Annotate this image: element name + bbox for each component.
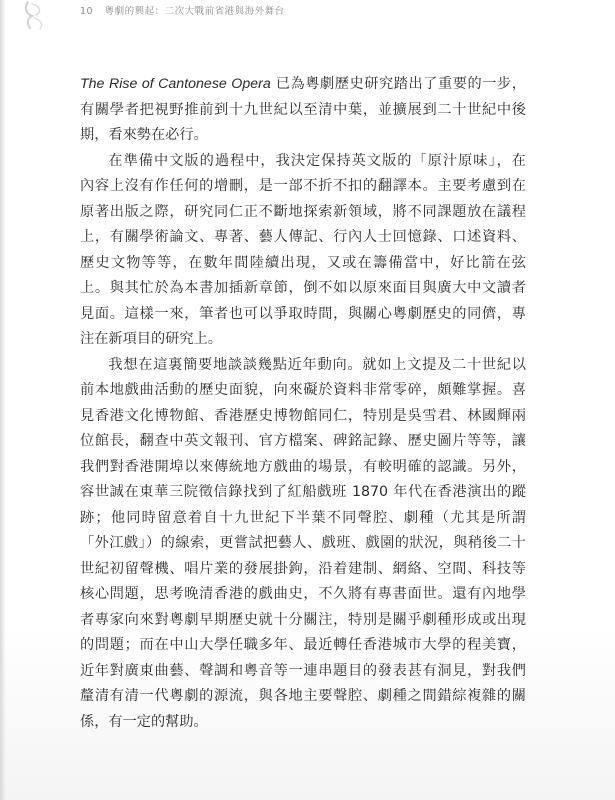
line-text: 的問題；而在中山大學任職多年、最近轉任香港城市大學的程美寶， — [80, 637, 526, 653]
line-text: 期，看來勢在必行。 — [80, 127, 208, 143]
line-text: 內容上沒有作任何的增刪，是一部不折不扣的翻譯本。主要考慮到在 — [80, 178, 526, 194]
line-text: 位館長，翻查中英文報刊、官方檔案、碑銘記錄、歷史圖片等等，讓 — [80, 433, 526, 449]
line-text: 歷史文物等等，在數年間陸續出現，又或在籌備當中，好比箭在弦 — [80, 254, 526, 271]
text-line — [80, 557, 526, 583]
paragraph — [80, 353, 526, 736]
text-line — [80, 608, 526, 634]
book-title: The Rise of Cantonese Opera — [80, 76, 271, 92]
text-line — [80, 72, 526, 98]
text-line — [80, 378, 526, 404]
line-text: 已為粵劇歷史研究踏出了重要的一步， — [270, 76, 526, 92]
line-text: 跡；他同時留意着自十九世紀下半葉不同聲腔、劇種（尤其是所謂 — [80, 509, 526, 526]
line-text: 係，有一定的幫助。 — [80, 713, 208, 730]
line-text: 世紀初留聲機、唱片業的發展掛鉤，沿着建制、網絡、空間、科技等 — [80, 560, 526, 577]
line-text: 有關學者把視野推前到十九世紀以至清中葉，並擴展到二十世紀中後 — [80, 101, 526, 118]
line-text: 上。與其忙於為本書加插新章節，倒不如以原來面目與廣大中文讀者 — [80, 280, 526, 296]
text-line — [80, 251, 526, 277]
page-number: 10 — [80, 6, 94, 17]
running-title: 粵劇的興起：二次大戰前省港與海外舞台 — [104, 6, 285, 17]
text-line — [80, 123, 526, 149]
text-line — [80, 506, 526, 532]
text-line — [80, 531, 526, 557]
body-text — [80, 72, 526, 735]
line-text: 容世誠在東華三院徵信錄找到了紅船戲班 1870 年代在香港演出的蹤 — [80, 484, 526, 500]
text-line — [80, 633, 526, 659]
line-text: 「外江戲」）的線索，更嘗試把藝人、戲班、戲園的狀況，與稍後二十 — [80, 535, 526, 551]
line-text: 上，有關學術論文、專著、藝人傳記、行內人士回憶錄、口述資料、 — [80, 229, 526, 245]
text-line — [80, 200, 526, 226]
paragraph — [80, 149, 526, 353]
text-line — [80, 582, 526, 608]
text-line — [80, 710, 526, 736]
text-line — [80, 149, 526, 175]
line-text: 釐清有清一代粵劇的源流，與各地主要聲腔、劇種之間錯綜複雜的關 — [80, 688, 526, 704]
text-line — [80, 429, 526, 455]
line-text: 我們對香港開埠以來傳統地方戲曲的場景，有較明確的認識。另外， — [80, 458, 526, 475]
paragraph — [80, 72, 526, 149]
line-text: 近年對廣東曲藝、聲調和粵音等一連串題目的發表甚有洞見，對我們 — [80, 662, 526, 679]
text-line — [80, 276, 526, 302]
line-text: 原著出版之際，研究同仁正不斷地探索新領域，將不同課題放在議程 — [80, 203, 526, 220]
line-text: 見香港文化博物館、香港歷史博物館同仁，特別是吳雪君、林國輝兩 — [80, 407, 526, 424]
line-text: 見面。這樣一來，筆者也可以爭取時間，與關心粵劇歷史的同儕，專 — [80, 305, 526, 322]
text-line — [80, 353, 526, 379]
line-text: 在準備中文版的過程中，我決定保持英文版的「原汁原味」，在 — [108, 152, 526, 169]
text-line — [80, 455, 526, 481]
line-text: 我想在這裏簡要地談談幾點近年動向。就如上文提及二十世紀以 — [108, 356, 526, 373]
running-head — [80, 3, 285, 17]
text-line — [80, 225, 526, 251]
line-text: 核心問題，思考晚清香港的戲曲史，不久將有專書面世。還有內地學 — [80, 586, 526, 602]
text-line — [80, 480, 526, 506]
text-line — [80, 404, 526, 430]
text-line — [80, 302, 526, 328]
line-text: 者專家向來對粵劇早期歷史就十分關注，特別是關乎劇種形成或出現 — [80, 611, 526, 628]
page-edge-shadow — [0, 0, 6, 800]
text-line — [80, 98, 526, 124]
text-line — [80, 659, 526, 685]
decorative-flourish-icon — [18, 0, 52, 30]
line-text: 注在新項目的研究上。 — [80, 331, 222, 347]
text-line — [80, 327, 526, 353]
text-line — [80, 174, 526, 200]
line-text: 前本地戲曲活動的歷史面貌，向來礙於資料非常零碎，頗難掌握。喜 — [80, 382, 526, 398]
text-line — [80, 684, 526, 710]
